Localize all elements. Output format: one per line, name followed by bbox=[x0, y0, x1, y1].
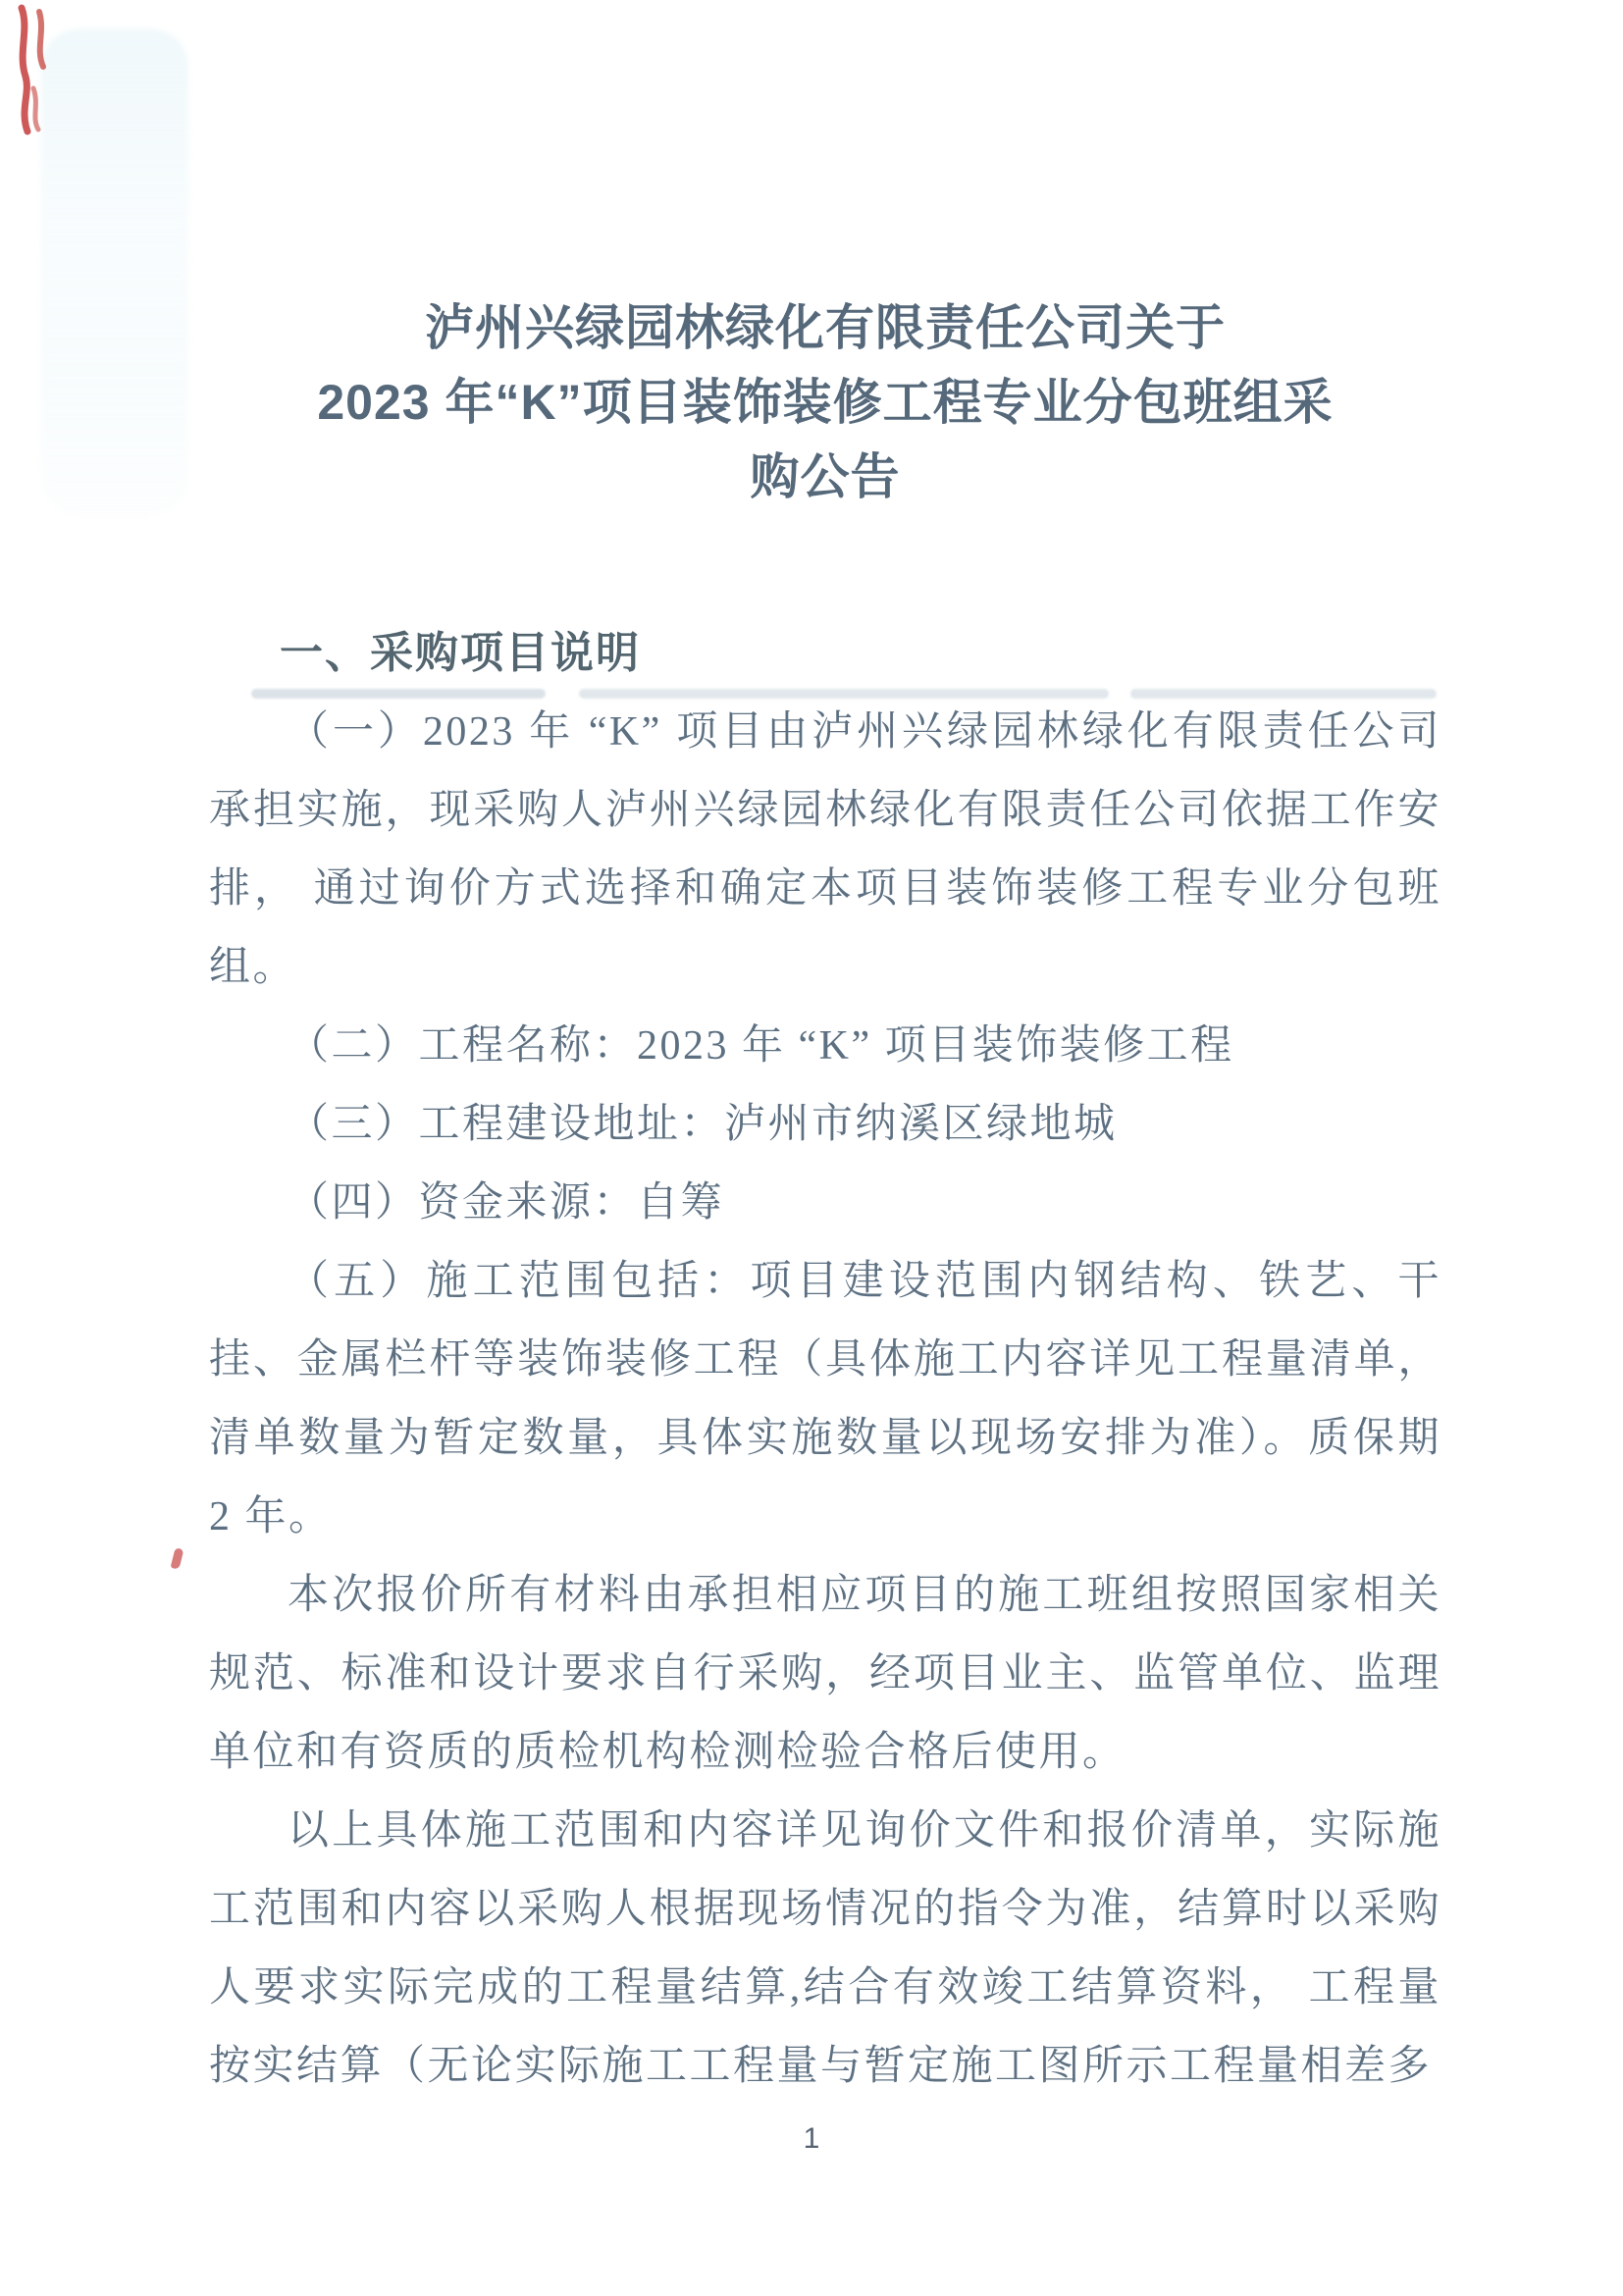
title-line-2: 2023 年“K”项目装饰装修工程专业分包班组采 bbox=[317, 375, 1334, 430]
paragraph-1: （一）2023 年 “K” 项目由泸州兴绿园林绿化有限责任公司承担实施，现采购人泸州兴绿园林绿化有限责任公司依据工作安排， 通过询价方式选择和确定本项目装饰装修工程专业分包班组。 bbox=[209, 709, 1441, 990]
document-body bbox=[209, 693, 1441, 2106]
title-line-1: 泸州兴绿园林绿化有限责任公司关于 bbox=[425, 300, 1226, 355]
title-line-3: 购公告 bbox=[750, 449, 901, 504]
scan-red-ink-artifact bbox=[6, 2, 65, 144]
document-title bbox=[209, 290, 1441, 514]
paragraph-3: （三）工程建设地址：泸州市纳溪区绿地城 bbox=[288, 1102, 1118, 1147]
section-heading: 一、采购项目说明 bbox=[280, 629, 641, 677]
paragraph-2: （二）工程名称：2023 年 “K” 项目装饰装修工程 bbox=[288, 1023, 1234, 1069]
scan-red-tick-artifact bbox=[171, 1547, 184, 1570]
paragraph-4: （四）资金来源：自筹 bbox=[288, 1180, 725, 1226]
page-number: 1 bbox=[803, 2122, 820, 2155]
paragraph-5: （五）施工范围包括：项目建设范围内钢结构、铁艺、干挂、金属栏杆等装饰装修工程（具体施工内容详见工程量清单，清单数量为暂定数量，具体实施数量以现场安排为准）。质保期 2 年。 bbox=[209, 1259, 1441, 1539]
paragraph-6: 本次报价所有材料由承担相应项目的施工班组按照国家相关规范、标准和设计要求自行采购，经项目业主、监管单位、监理单位和有资质的质检机构检测检验合格后使用。 bbox=[209, 1573, 1441, 1775]
paragraph-7: 以上具体施工范围和内容详见询价文件和报价清单，实际施工范围和内容以采购人根据现场情况的指令为准，结算时以采购人要求实际完成的工程量结算,结合有效竣工结算资料， 工程量按实结算（无论实际施工工程量与暂定施工图所示工程量相差多 bbox=[209, 1808, 1441, 2089]
